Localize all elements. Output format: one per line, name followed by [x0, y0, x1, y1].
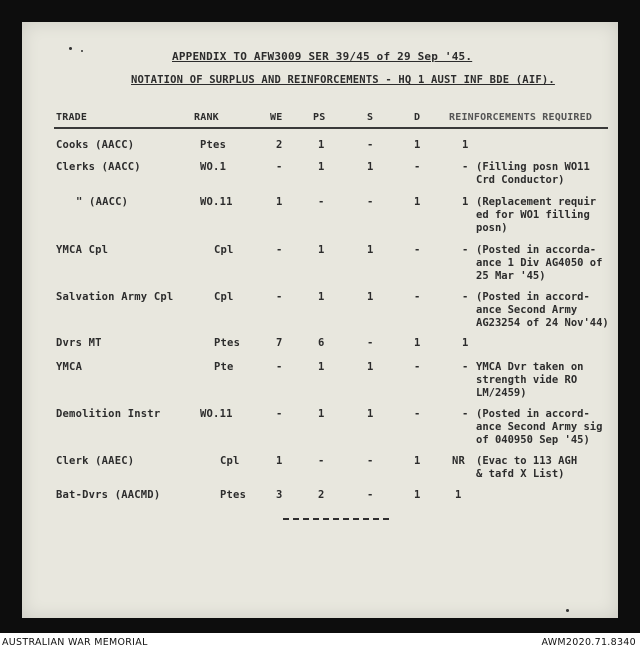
- row-we: -: [276, 361, 283, 373]
- footer-accession-number: AWM2020.71.8340: [541, 637, 636, 648]
- row-d: -: [414, 244, 421, 256]
- row-rank: WO.11: [200, 196, 233, 208]
- header-rank: RANK: [194, 112, 219, 123]
- row-ps: 2: [318, 489, 325, 501]
- row-rank: WO.1: [200, 161, 227, 173]
- row-trade: " (AACC): [76, 196, 129, 208]
- row-note: YMCA Dvr taken on strength vide RO LM/2459): [476, 361, 584, 399]
- closing-dashed-line: [283, 518, 389, 520]
- row-trade: Bat-Dvrs (AACMD): [56, 489, 161, 501]
- header-ps: PS: [313, 112, 326, 123]
- row-note: (Replacement requir ed for WO1 filling posn): [476, 196, 597, 234]
- row-we: 2: [276, 139, 283, 151]
- row-we: 1: [276, 196, 283, 208]
- row-we: 7: [276, 337, 283, 349]
- footer-archive-name: AUSTRALIAN WAR MEMORIAL: [2, 637, 148, 648]
- row-s: 1: [367, 361, 374, 373]
- row-d: 1: [414, 196, 421, 208]
- row-note: (Evac to 113 AGH & tafd X List): [476, 455, 578, 480]
- row-note: (Posted in accord- ance Second Army sig of 040950 Sep '45): [476, 408, 603, 446]
- row-s: -: [367, 489, 374, 501]
- row-rank: Cpl: [214, 244, 234, 256]
- row-rank: WO.11: [200, 408, 233, 420]
- row-s: -: [367, 196, 374, 208]
- header-s: S: [367, 112, 374, 123]
- paper-speck: [566, 609, 569, 612]
- row-s: 1: [367, 291, 374, 303]
- row-d: -: [414, 361, 421, 373]
- row-required: -: [462, 244, 469, 256]
- row-required: 1: [462, 196, 469, 208]
- row-s: 1: [367, 408, 374, 420]
- row-required: -: [462, 291, 469, 303]
- row-we: -: [276, 408, 283, 420]
- row-ps: 1: [318, 408, 325, 420]
- row-rank: Cpl: [220, 455, 240, 467]
- row-trade: Demolition Instr: [56, 408, 161, 420]
- row-trade: YMCA Cpl: [56, 244, 109, 256]
- row-ps: 1: [318, 139, 325, 151]
- row-required: -: [462, 408, 469, 420]
- paper-speck: [69, 47, 72, 50]
- row-required: 1: [462, 139, 469, 151]
- row-ps: 1: [318, 161, 325, 173]
- row-we: 1: [276, 455, 283, 467]
- row-d: 1: [414, 139, 421, 151]
- row-s: -: [367, 337, 374, 349]
- row-note: (Posted in accord- ance Second Army AG23254 of 24 Nov'44): [476, 291, 609, 329]
- row-note: (Posted in accorda- ance 1 Div AG4050 of 25 Mar '45): [476, 244, 603, 282]
- row-rank: Ptes: [200, 139, 227, 151]
- row-d: 1: [414, 489, 421, 501]
- row-required: 1: [462, 337, 469, 349]
- row-required: 1: [455, 489, 462, 501]
- row-rank: Ptes: [214, 337, 241, 349]
- row-d: 1: [414, 455, 421, 467]
- row-d: -: [414, 161, 421, 173]
- row-required: -: [462, 161, 469, 173]
- row-trade: YMCA: [56, 361, 83, 373]
- row-rank: Ptes: [220, 489, 247, 501]
- row-we: -: [276, 244, 283, 256]
- row-ps: 1: [318, 244, 325, 256]
- row-trade: Salvation Army Cpl: [56, 291, 174, 303]
- row-d: -: [414, 408, 421, 420]
- header-reinforcements: REINFORCEMENTS REQUIRED: [449, 112, 593, 123]
- row-ps: -: [318, 455, 325, 467]
- row-we: 3: [276, 489, 283, 501]
- row-trade: Clerks (AACC): [56, 161, 141, 173]
- row-required: -: [462, 361, 469, 373]
- row-rank: Pte: [214, 361, 234, 373]
- document-subtitle: NOTATION OF SURPLUS AND REINFORCEMENTS - HQ 1 AUST INF BDE (AIF).: [131, 74, 555, 86]
- row-we: -: [276, 291, 283, 303]
- row-trade: Clerk (AAEC): [56, 455, 135, 467]
- header-we: WE: [270, 112, 283, 123]
- row-s: 1: [367, 161, 374, 173]
- row-required: NR: [452, 455, 466, 467]
- row-rank: Cpl: [214, 291, 234, 303]
- header-d: D: [414, 112, 421, 123]
- document-title: APPENDIX TO AFW3009 SER 39/45 of 29 Sep '45.: [172, 50, 473, 63]
- row-ps: 1: [318, 291, 325, 303]
- row-trade: Dvrs MT: [56, 337, 102, 349]
- row-ps: 6: [318, 337, 325, 349]
- row-d: 1: [414, 337, 421, 349]
- row-ps: 1: [318, 361, 325, 373]
- row-note: (Filling posn WO11 Crd Conductor): [476, 161, 590, 186]
- paper-speck: [81, 50, 83, 52]
- header-rule: [54, 127, 608, 129]
- row-ps: -: [318, 196, 325, 208]
- header-trade: TRADE: [56, 112, 88, 123]
- row-s: 1: [367, 244, 374, 256]
- row-s: -: [367, 139, 374, 151]
- row-d: -: [414, 291, 421, 303]
- row-trade: Cooks (AACC): [56, 139, 135, 151]
- row-s: -: [367, 455, 374, 467]
- row-we: -: [276, 161, 283, 173]
